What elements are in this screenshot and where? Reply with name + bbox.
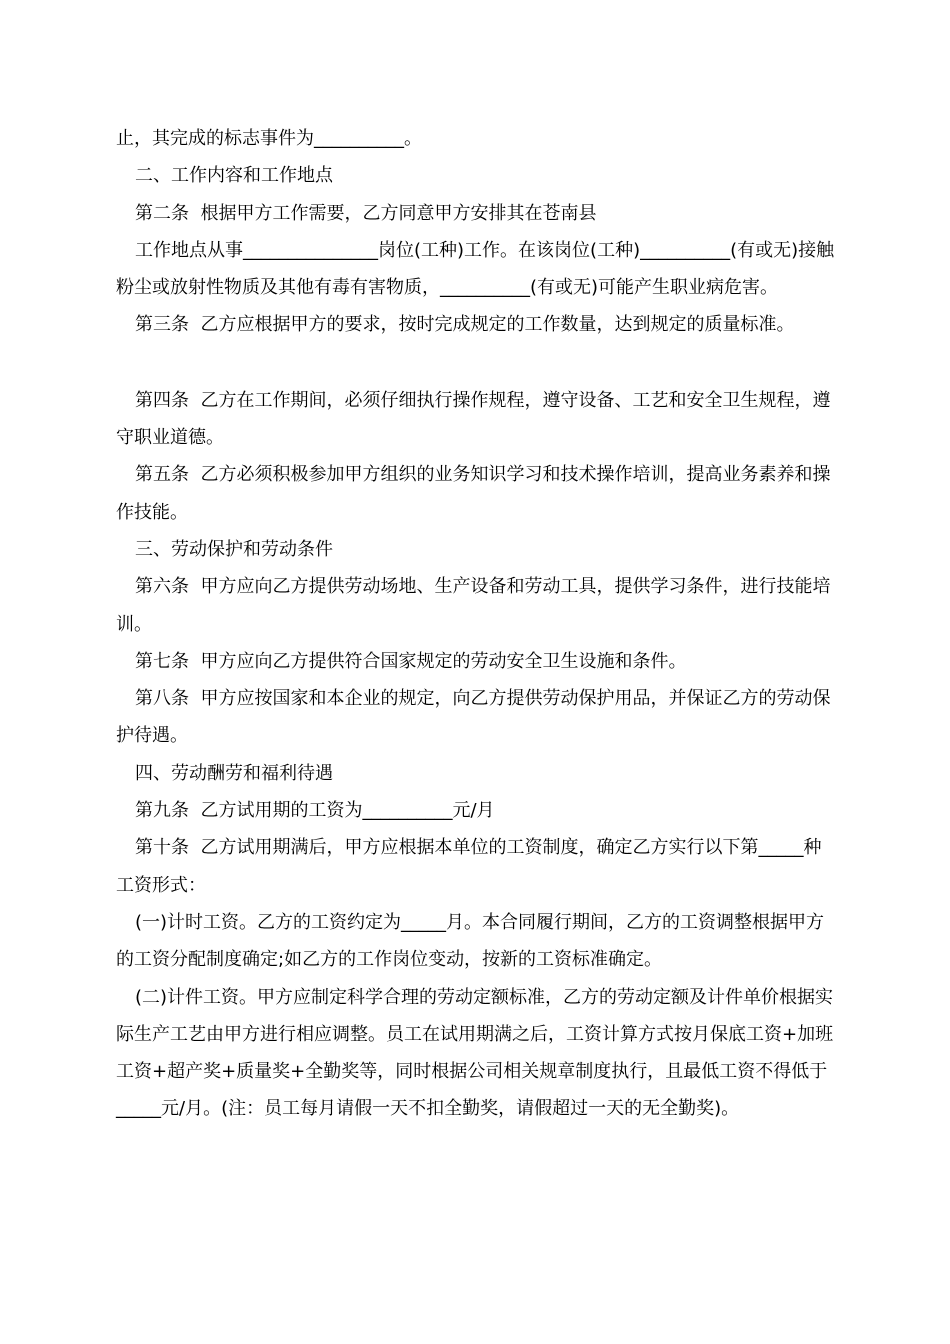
article-3: 第三条 乙方应根据甲方的要求，按时完成规定的工作数量，达到规定的质量标准。 (135, 314, 795, 336)
section-heading-work-content: 二、工作内容和工作地点 (135, 165, 333, 187)
blank-line (116, 344, 836, 382)
section-heading-remuneration: 四、劳动酬劳和福利待遇 (135, 762, 333, 784)
section-heading-labor-protection: 三、劳动保护和劳动条件 (135, 538, 333, 560)
article-7: 第七条 甲方应向乙方提供符合国家规定的劳动安全卫生设施和条件。 (135, 650, 687, 672)
article-8: 第八条 甲方应按国家和本企业的规定，向乙方提供劳动保护用品，并保证乙方的劳动保护待遇。 (116, 688, 831, 747)
paragraph-completion-event: 止，其完成的标志事件为__________。 (116, 128, 422, 149)
article-6: 第六条 甲方应向乙方提供劳动场地、生产设备和劳动工具，提供学习条件，进行技能培训。 (116, 576, 831, 635)
clause-piece-wage: (二)计件工资。甲方应制定科学合理的劳动定额标准，乙方的劳动定额及计件单价根据实际生产工艺由甲方进行相应调整。员工在试用期满之后，工资计算方式按月保底工资+加班工资+超产奖+质量奖+全勤奖等，同时根据公司相关规章制度执行，且最低工资不得低于_____元/月。(注：员工每月请假一天不扣全勤奖，请假超过一天的无全勤奖)。 (116, 986, 834, 1120)
contract-page (116, 120, 836, 1128)
article-2-continuation: 工作地点从事_______________岗位(工种)工作。在该岗位(工种)__________(有或无)接触粉尘或放射性物质及其他有毒有害物质，__________(有或无)可能产生职业病危害。 (116, 239, 835, 299)
article-9: 第九条 乙方试用期的工资为__________元/月 (135, 800, 495, 822)
article-10: 第十条 乙方试用期满后，甲方应根据本单位的工资制度，确定乙方实行以下第_____种工资形式： (116, 837, 822, 896)
article-2: 第二条 根据甲方工作需要，乙方同意甲方安排其在苍南县 (135, 202, 597, 224)
article-5: 第五条 乙方必须积极参加甲方组织的业务知识学习和技术操作培训，提高业务素养和操作技能。 (116, 464, 831, 523)
clause-time-wage: (一)计时工资。乙方的工资约定为_____月。本合同履行期间，乙方的工资调整根据甲方的工资分配制度确定;如乙方的工作岗位变动，按新的工资标准确定。 (116, 911, 825, 971)
article-4: 第四条 乙方在工作期间，必须仔细执行操作规程，遵守设备、工艺和安全卫生规程，遵守职业道德。 (116, 389, 831, 449)
